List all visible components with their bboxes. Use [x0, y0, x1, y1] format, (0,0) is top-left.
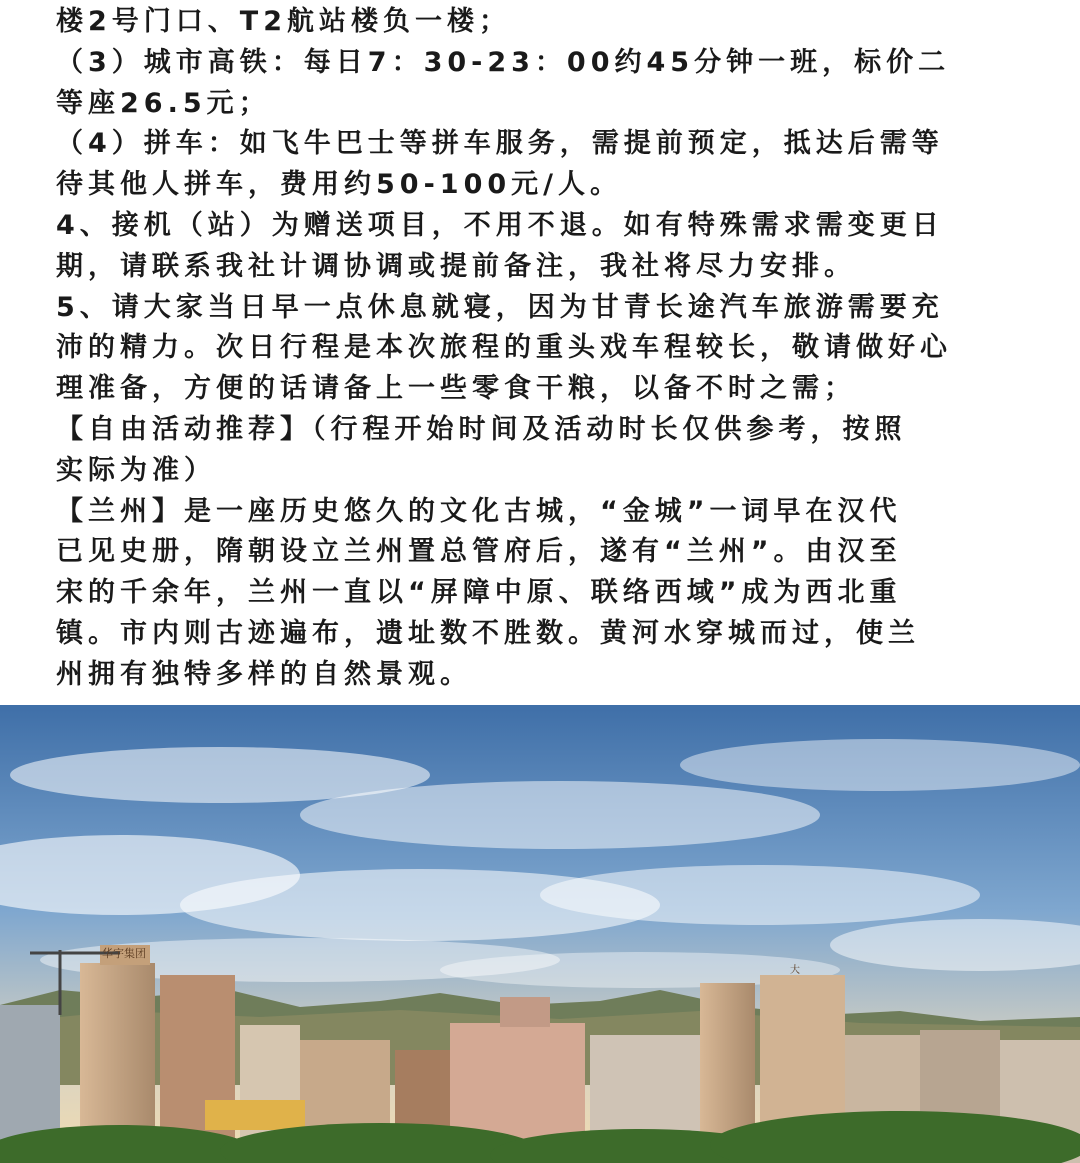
text-line: 镇。市内则古迹遍布，遗址数不胜数。黄河水穿城而过，使兰: [56, 617, 920, 649]
text-line: 5、请大家当日早一点休息就寝，因为甘青长途汽车旅游需要充: [56, 291, 944, 323]
text-line: 【兰州】是一座历史悠久的文化古城，“金城”一词早在汉代: [56, 495, 902, 527]
article-text: [56, 0, 1056, 696]
text-line: 【自由活动推荐】（行程开始时间及活动时长仅供参考，按照: [56, 413, 907, 445]
text-line: 4、接机（站）为赠送项目，不用不退。如有特殊需求需变更日: [56, 209, 944, 241]
skyline-illustration: [0, 705, 1080, 1163]
building-sign: 大: [790, 965, 800, 976]
text-line: （4）拼车：如飞牛巴士等拼车服务，需提前预定，抵达后需等: [56, 128, 944, 160]
text-line: 州拥有独特多样的自然景观。: [56, 658, 472, 690]
text-line: （3）城市高铁：每日7：30-23：00约45分钟一班，标价二: [56, 46, 951, 78]
text-line: 宋的千余年，兰州一直以“屏障中原、联络西域”成为西北重: [56, 577, 902, 609]
text-line: 已见史册，隋朝设立兰州置总管府后，遂有“兰州”。由汉至: [56, 536, 902, 568]
text-line: 楼2号门口、T2航站楼负一楼；: [56, 6, 511, 37]
text-line: 理准备，方便的话请备上一些零食干粮，以备不时之需；: [56, 373, 856, 405]
building-sign: 华宇集团: [102, 947, 146, 960]
text-line: 等座26.5元；: [56, 87, 271, 119]
text-line: 实际为准）: [56, 454, 216, 486]
text-line: 期，请联系我社计调协调或提前备注，我社将尽力安排。: [56, 250, 856, 282]
city-skyline-photo: [0, 705, 1080, 1163]
text-line: 待其他人拼车，费用约50-100元/人。: [56, 169, 622, 201]
text-line: 沛的精力。次日行程是本次旅程的重头戏车程较长，敬请做好心: [56, 332, 952, 364]
